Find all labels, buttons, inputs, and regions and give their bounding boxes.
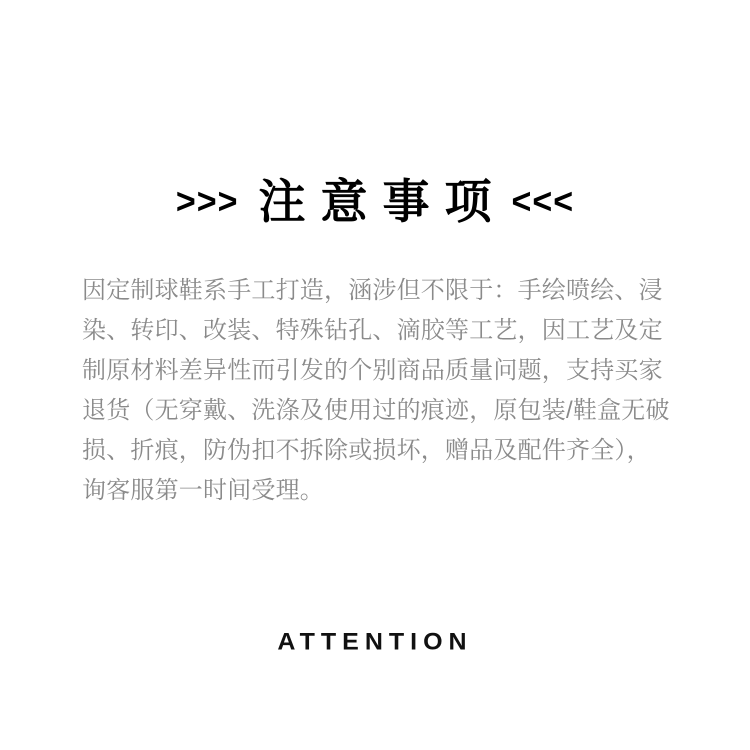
- page-title-text: 注意事项: [258, 175, 507, 228]
- notice-line: 损、折痕，防伪扣不拆除或损坏，赠品及配件齐全），: [82, 437, 651, 464]
- notice-line: 因定制球鞋系手工打造，涵涉但不限于：手绘喷绘、浸: [82, 277, 663, 304]
- chevrons-left-icon: <<<: [511, 181, 575, 222]
- chevrons-right-icon: >>>: [175, 181, 239, 222]
- notice-line: 染、转印、改装、特殊钻孔、滴胶等工艺，因工艺及定: [82, 317, 663, 344]
- notice-paragraph: [82, 271, 668, 511]
- attention-footer-label: ATTENTION: [277, 628, 473, 656]
- notice-line: 询客服第一时间受理。: [82, 477, 324, 504]
- page-title: [0, 0, 750, 228]
- notice-line: 退货（无穿戴、洗涤及使用过的痕迹，原包装/鞋盒无破: [82, 397, 670, 424]
- notice-line: 制原材料差异性而引发的个别商品质量问题，支持买家: [82, 357, 663, 384]
